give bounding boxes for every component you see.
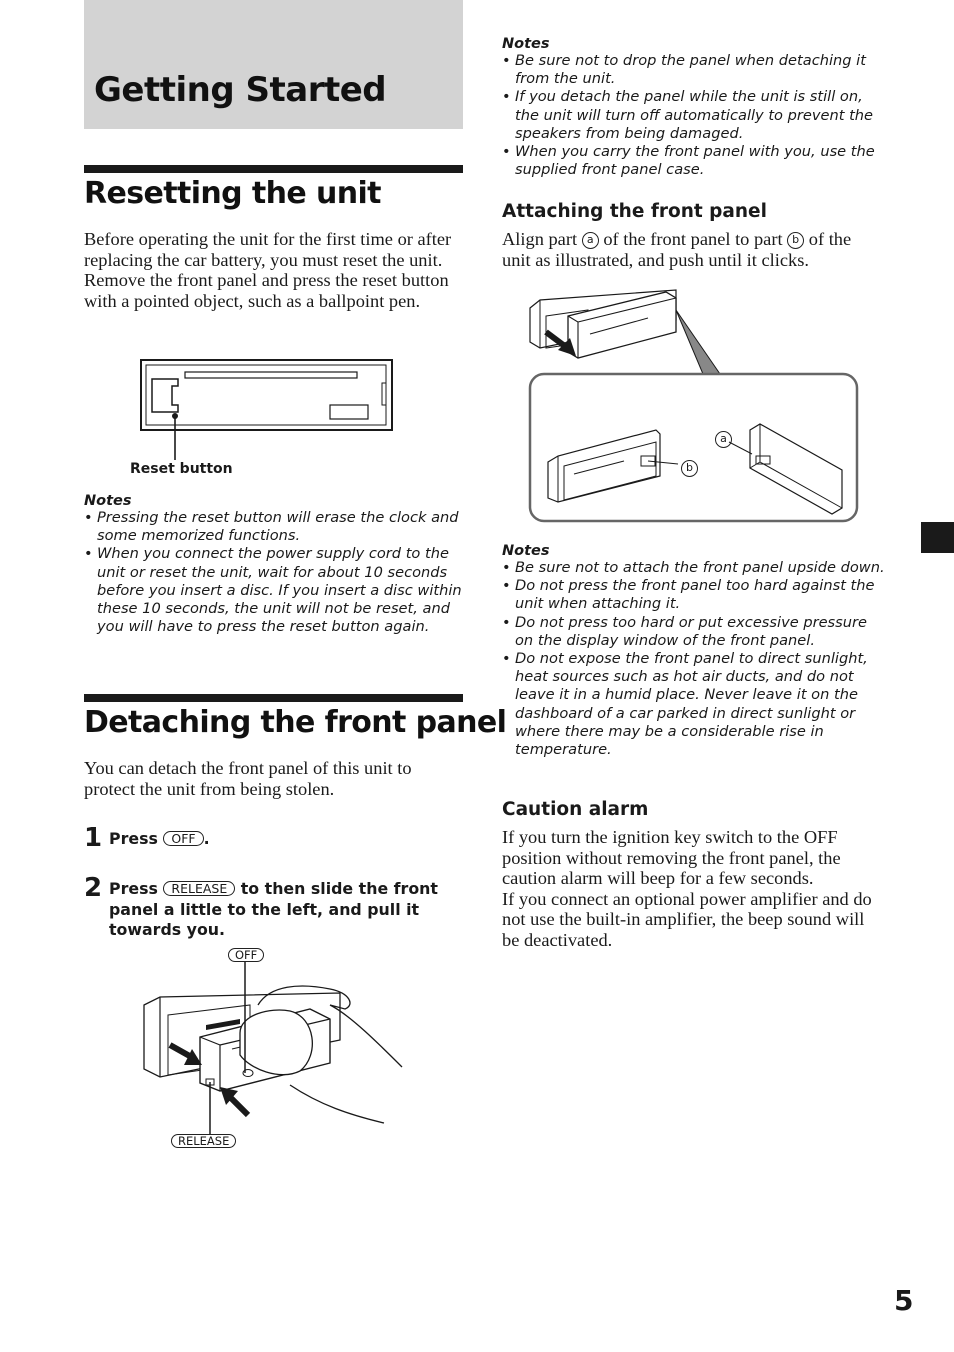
- step-2-text: [109, 879, 454, 941]
- caution-body: [502, 827, 886, 951]
- note-item: • Pressing the reset button will erase the clock and some memorized functions.: [84, 509, 466, 545]
- step-number-1: 1: [84, 823, 103, 853]
- attaching-text-3: of the unit as illustrated, and push until it clicks.: [502, 229, 852, 270]
- detaching-paragraph: You can detach the front panel of this unit to protect the unit from being stolen.: [84, 758, 412, 799]
- notes-heading: Notes: [84, 493, 132, 509]
- notes-list: [502, 52, 888, 179]
- note-item: • Be sure not to drop the panel when detaching it from the unit.: [502, 52, 888, 88]
- note-item: • Do not press too hard or put excessive pressure on the display window of the front panel.: [502, 614, 888, 650]
- note-item: • Do not expose the front panel to direct sunlight, heat sources such as hot air ducts, and do not leave it in a humid place. Never leave it on the dashboard of a car parked in direct sunlight or where there may be a considerable rise in temperature.: [502, 650, 888, 759]
- part-a-marker: a: [582, 232, 599, 249]
- right-notes: [502, 36, 888, 179]
- resetting-notes: [84, 493, 466, 636]
- step-2-suffix: to then slide the front panel a little to the left, and pull it towards you.: [109, 879, 438, 940]
- section-title-resetting: Resetting the unit: [84, 176, 381, 211]
- resetting-body: [84, 229, 460, 311]
- release-key-label: RELEASE: [171, 1134, 236, 1148]
- off-key: OFF: [163, 831, 203, 846]
- notes-heading: Notes: [502, 36, 550, 52]
- step-2-prefix: Press: [109, 879, 158, 898]
- notes-heading: Notes: [502, 543, 550, 559]
- step-1-text: [109, 829, 454, 850]
- part-b-marker: b: [787, 232, 804, 249]
- caution-paragraph-2: If you connect an optional power amplifier and do not use the built-in amplifier, the beep sound will be deactivated.: [502, 888, 872, 950]
- caution-paragraph-1: If you turn the ignition key switch to the OFF position without removing the front panel, the caution alarm will beep for a few seconds.: [502, 827, 841, 889]
- figure-label-a: a: [715, 431, 732, 448]
- note-item: • When you connect the power supply cord to the unit or reset the unit, wait for about 10 seconds before you insert a disc. If you insert a disc within these 10 seconds, the unit will not be reset, and you will have to press the reset button again.: [84, 545, 466, 636]
- figure-label-b: b: [681, 460, 698, 477]
- section-title-detaching: Detaching the front panel: [84, 705, 507, 740]
- notes-list: [84, 509, 466, 636]
- detach-panel-figure: [140, 945, 410, 1155]
- step-1-suffix: .: [203, 829, 210, 848]
- note-item: • Do not press the front panel too hard against the unit when attaching it.: [502, 577, 888, 613]
- note-item: • If you detach the panel while the unit is still on, the unit will turn off automatically to prevent the speakers from being damaged.: [502, 88, 888, 143]
- section-rule: [84, 165, 463, 173]
- attach-panel-figure: [528, 280, 860, 525]
- note-item: • Be sure not to attach the front panel upside down.: [502, 559, 888, 577]
- reset-button-caption: Reset button: [130, 461, 233, 477]
- attaching-notes: [502, 543, 888, 759]
- step-number-2: 2: [84, 873, 103, 903]
- note-item: • When you carry the front panel with you, use the supplied front panel case.: [502, 143, 888, 179]
- page-number: 5: [894, 1284, 914, 1317]
- step-1-prefix: Press: [109, 829, 158, 848]
- resetting-paragraph-1: Before operating the unit for the first time or after replacing the car battery, you must reset the unit.: [84, 229, 452, 270]
- section-rule: [84, 694, 463, 702]
- attaching-paragraph: [502, 229, 884, 270]
- release-key: RELEASE: [163, 881, 235, 896]
- attaching-heading: Attaching the front panel: [502, 201, 767, 222]
- notes-list: [502, 559, 888, 759]
- chapter-title: Getting Started: [94, 70, 387, 110]
- resetting-paragraph-2: Remove the front panel and press the reset button with a pointed object, such as a ballpoint pen.: [84, 270, 449, 311]
- attaching-text-2: of the front panel to part: [603, 229, 783, 249]
- reset-button-figure: [140, 359, 394, 461]
- section-tab-marker: [921, 522, 954, 553]
- caution-heading: Caution alarm: [502, 799, 649, 820]
- attaching-text-1: Align part: [502, 229, 578, 249]
- off-key-label: OFF: [228, 948, 264, 962]
